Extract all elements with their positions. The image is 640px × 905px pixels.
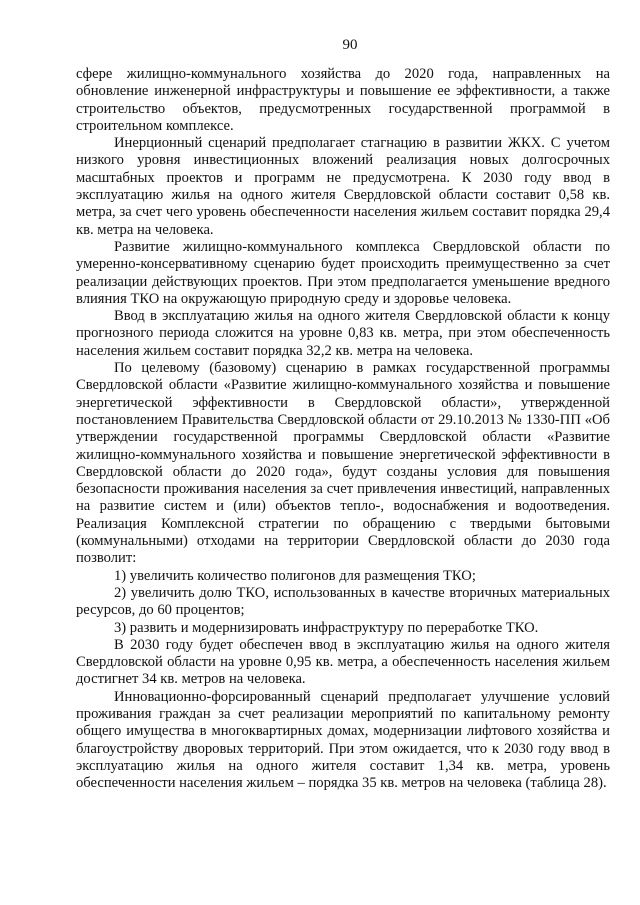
page-number: 90 <box>342 37 358 53</box>
list-item-3: 3) развить и модернизировать инфраструктуру по переработке ТКО. <box>114 619 539 636</box>
paragraph-innovative-scenario: Инновационно-форсированный сценарий предполагает улучшение условий проживания граждан за счет реализации мероприятий по капитальному ремонту общего имущества в многоквартирных домах, модернизации лифтового хозяйства и благоустройству дворовых территорий. При этом ожидается, что к 2030 году ввод в эксплуатацию жилья на одного жителя составит 1,34 кв. метра, уровень обеспеченности населения жильем – порядка 35 кв. метров на человека (таблица 28). <box>76 688 610 792</box>
paragraph-target-housing: В 2030 году будет обеспечен ввод в эксплуатацию жилья на одного жителя Свердловской области на уровне 0,95 кв. метра, а обеспеченность населения жильем достигнет 34 кв. метров на человека. <box>76 636 610 688</box>
list-item-1: 1) увеличить количество полигонов для размещения ТКО; <box>114 567 476 584</box>
paragraph-inertial-scenario: Инерционный сценарий предполагает стагнацию в развитии ЖКХ. С учетом низкого уровня инвестиционных вложений реализация новых долгосрочных масштабных проектов и программ не предусмотрена. К 2030 году ввод в эксплуатацию жилья на одного жителя Свердловской области составит 0,58 кв. метра, за счет чего уровень обеспеченности населения жильем составит порядка 29,4 кв. метра на человека. <box>76 135 610 238</box>
paragraph-conservative-housing: Ввод в эксплуатацию жилья на одного жителя Свердловской области к концу прогнозного периода сложится на уровне 0,83 кв. метра, при этом обеспеченность населения жильем составит порядка 32,2 кв. метра на человека. <box>76 308 610 359</box>
paragraph-continuation: сфере жилищно-коммунального хозяйства до 2020 года, направленных на обновление инженерной инфраструктуры и повышение ее эффективности, а также строительство объектов, предусмотренных государственной программой в строительном комплексе. <box>76 66 610 134</box>
paragraph-conservative-scenario: Развитие жилищно-коммунального комплекса Свердловской области по умеренно-консервативному сценарию будет происходить преимущественно за счет реализации действующих проектов. При этом предполагается уменьшение вредного влияния ТКО на окружающую природную среду и здоровье человека. <box>76 238 610 307</box>
list-item-2: 2) увеличить долю ТКО, использованных в качестве вторичных материальных ресурсов, до 60 процентов; <box>76 584 610 619</box>
paragraph-target-scenario: По целевому (базовому) сценарию в рамках государственной программы Свердловской области «Развитие жилищно-коммунального хозяйства и повышение энергетической эффективности в Свердловской области», утвержденной постановлением Правительства Свердловской области от 29.10.2013 № 1330-ПП «Об утверждении государственной программы Свердловской области «Развитие жилищно-коммунального хозяйства и повышение энергетической эффективности в Свердловской области до 2020 года», будут созданы условия для повышения безопасности проживания населения за счет привлечения инвестиций, направленных на развитие систем и (или) объектов тепло-, водоснабжения и водоотведения. Реализация Комплексной стратегии по обращению с твердыми бытовыми (коммунальными) отходами на территории Свердловской области до 2030 года позволит: <box>76 360 610 567</box>
body-text <box>76 66 610 792</box>
